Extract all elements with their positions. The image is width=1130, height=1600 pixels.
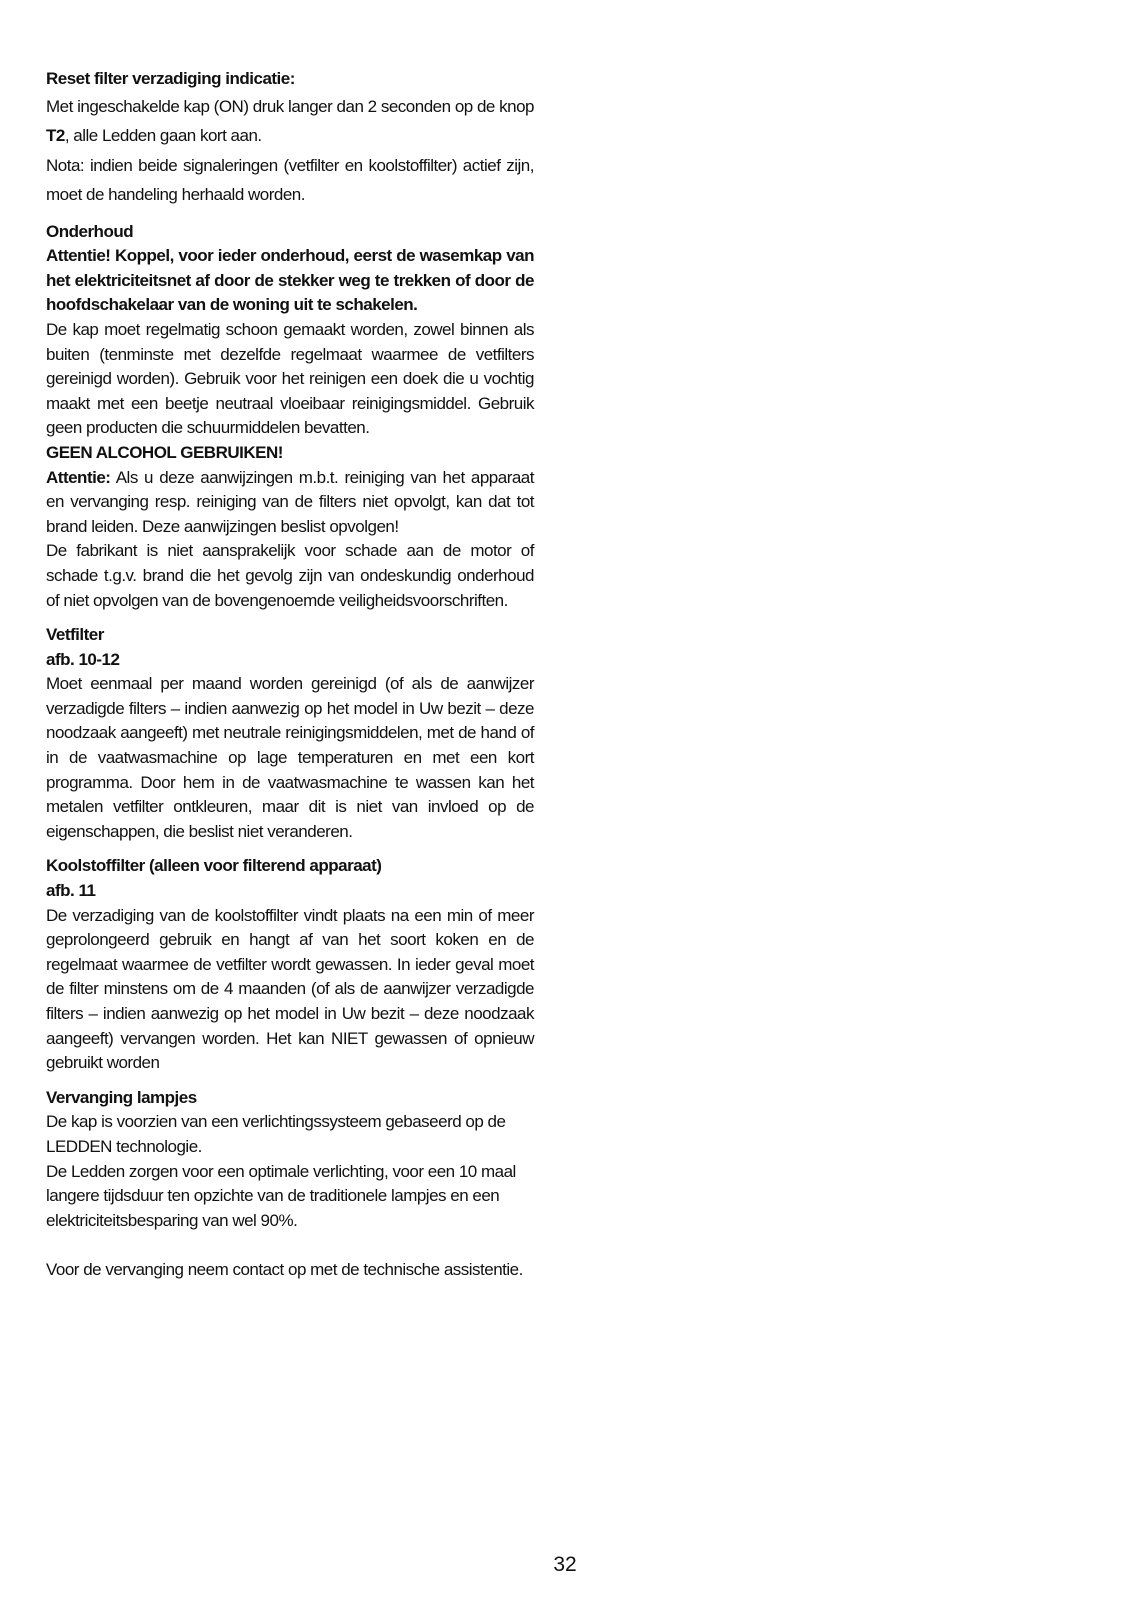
- vervanging-lampjes-section: [46, 1086, 534, 1283]
- reset-filter-section: [46, 67, 534, 210]
- vervanging-lampjes-heading: Vervanging lampjes: [46, 1087, 197, 1107]
- onderhoud-warning: Attentie! Koppel, voor ieder onderhoud, eerst de wasemkap van het elektriciteitsnet af door de stekker weg te trekken of door de hoofdschakelaar van de woning uit te schakelen.: [46, 246, 534, 315]
- page-number: 32: [553, 1553, 577, 1576]
- reset-filter-instruction: [46, 92, 534, 151]
- koolstoffilter-section: [46, 854, 534, 1075]
- reset-filter-heading: Reset filter verzadiging indicatie:: [46, 69, 295, 88]
- vetfilter-heading: Vetfilter: [46, 625, 104, 645]
- vetfilter-section: [46, 623, 534, 844]
- document-column: [46, 67, 534, 1293]
- attentie-label: Attentie:: [46, 467, 111, 487]
- lampjes-led-benefits-text: De Ledden zorgen voor een optimale verlichting, voor een 10 maal langere tijdsduur ten opzichte van de traditionele lampjes en een elektriciteitsbesparing van wel 90%.: [46, 1161, 516, 1230]
- onderhoud-cleaning-text: De kap moet regelmatig schoon gemaakt worden, zowel binnen als buiten (tenminste met dezelfde regelmaat waarmee de vetfilters gereinigd worden). Gebruik voor het reinigen een doek die u vochtig maakt met een beetje neutraal vloeibaar reinigingsmiddel. Gebruik geen producten die schuurmiddelen bevatten.: [46, 319, 534, 438]
- vetfilter-figure-ref: afb. 10-12: [46, 649, 120, 669]
- koolstoffilter-figure-ref: afb. 11: [46, 881, 96, 901]
- paragraph-spacer: [46, 1233, 534, 1258]
- reset-instruction-text-end: , alle Ledden gaan kort aan.: [64, 126, 262, 146]
- vetfilter-text: Moet eenmaal per maand worden gereinigd (of als de aanwijzer verzadigde filters – indien aanwezig op het model in Uw bezit – deze noodzaak aangeeft) met neutrale reinigingsmiddelen, met de hand of in de vaatwasmachine op lage temperaturen en met een kort programma. Door hem in de vaatwasmachine te wassen kan het metalen vetfilter ontkleuren, maar dit is niet van invloed op de eigenschappen, die beslist niet veranderen.: [46, 674, 534, 841]
- lampjes-led-system-text: De kap is voorzien van een verlichtingssysteem gebaseerd op de LEDDEN technologie.: [46, 1112, 506, 1156]
- onderhoud-attentie-paragraph: [46, 466, 534, 540]
- reset-filter-note: Nota: indien beide signaleringen (vetfilter en koolstoffilter) actief zijn, moet de handeling herhaald worden.: [46, 155, 534, 205]
- koolstoffilter-text: De verzadiging van de koolstoffilter vindt plaats na een min of meer geprolongeerd gebruik en hangt af van het soort koken en de regelmaat waarmee de vetfilter wordt gewassen. In ieder geval moet de filter minstens om de 4 maanden (of als de aanwijzer verzadigde filters – indien aanwezig op het model in Uw bezit – deze noodzaak aangeeft) vervangen worden. Het kan NIET gewassen of opnieuw gebruikt worden: [46, 905, 534, 1073]
- onderhoud-section: [46, 220, 534, 614]
- onderhoud-liability-text: De fabrikant is niet aansprakelijk voor schade aan de motor of schade t.g.v. brand die het gevolg zijn van ondeskundig onderhoud of niet opvolgen van de bovengenoemde veiligheidsvoorschriften.: [46, 541, 534, 610]
- lampjes-contact-text: Voor de vervanging neem contact op met de technische assistentie.: [46, 1259, 523, 1279]
- koolstoffilter-heading: Koolstoffilter (alleen voor filterend apparaat): [46, 856, 382, 876]
- reset-key-label: T2: [46, 126, 65, 146]
- no-alcohol-warning: GEEN ALCOHOL GEBRUIKEN!: [46, 442, 283, 462]
- onderhoud-heading: Onderhoud: [46, 221, 134, 241]
- attentie-text: Als u deze aanwijzingen m.b.t. reiniging van het apparaat en vervanging resp. reiniging van de filters niet opvolgt, kan dat tot brand leiden. Deze aanwijzingen beslist opvolgen!: [46, 467, 534, 536]
- reset-instruction-text-start: Met ingeschakelde kap (ON) druk langer dan 2 seconden op de knop: [46, 96, 534, 116]
